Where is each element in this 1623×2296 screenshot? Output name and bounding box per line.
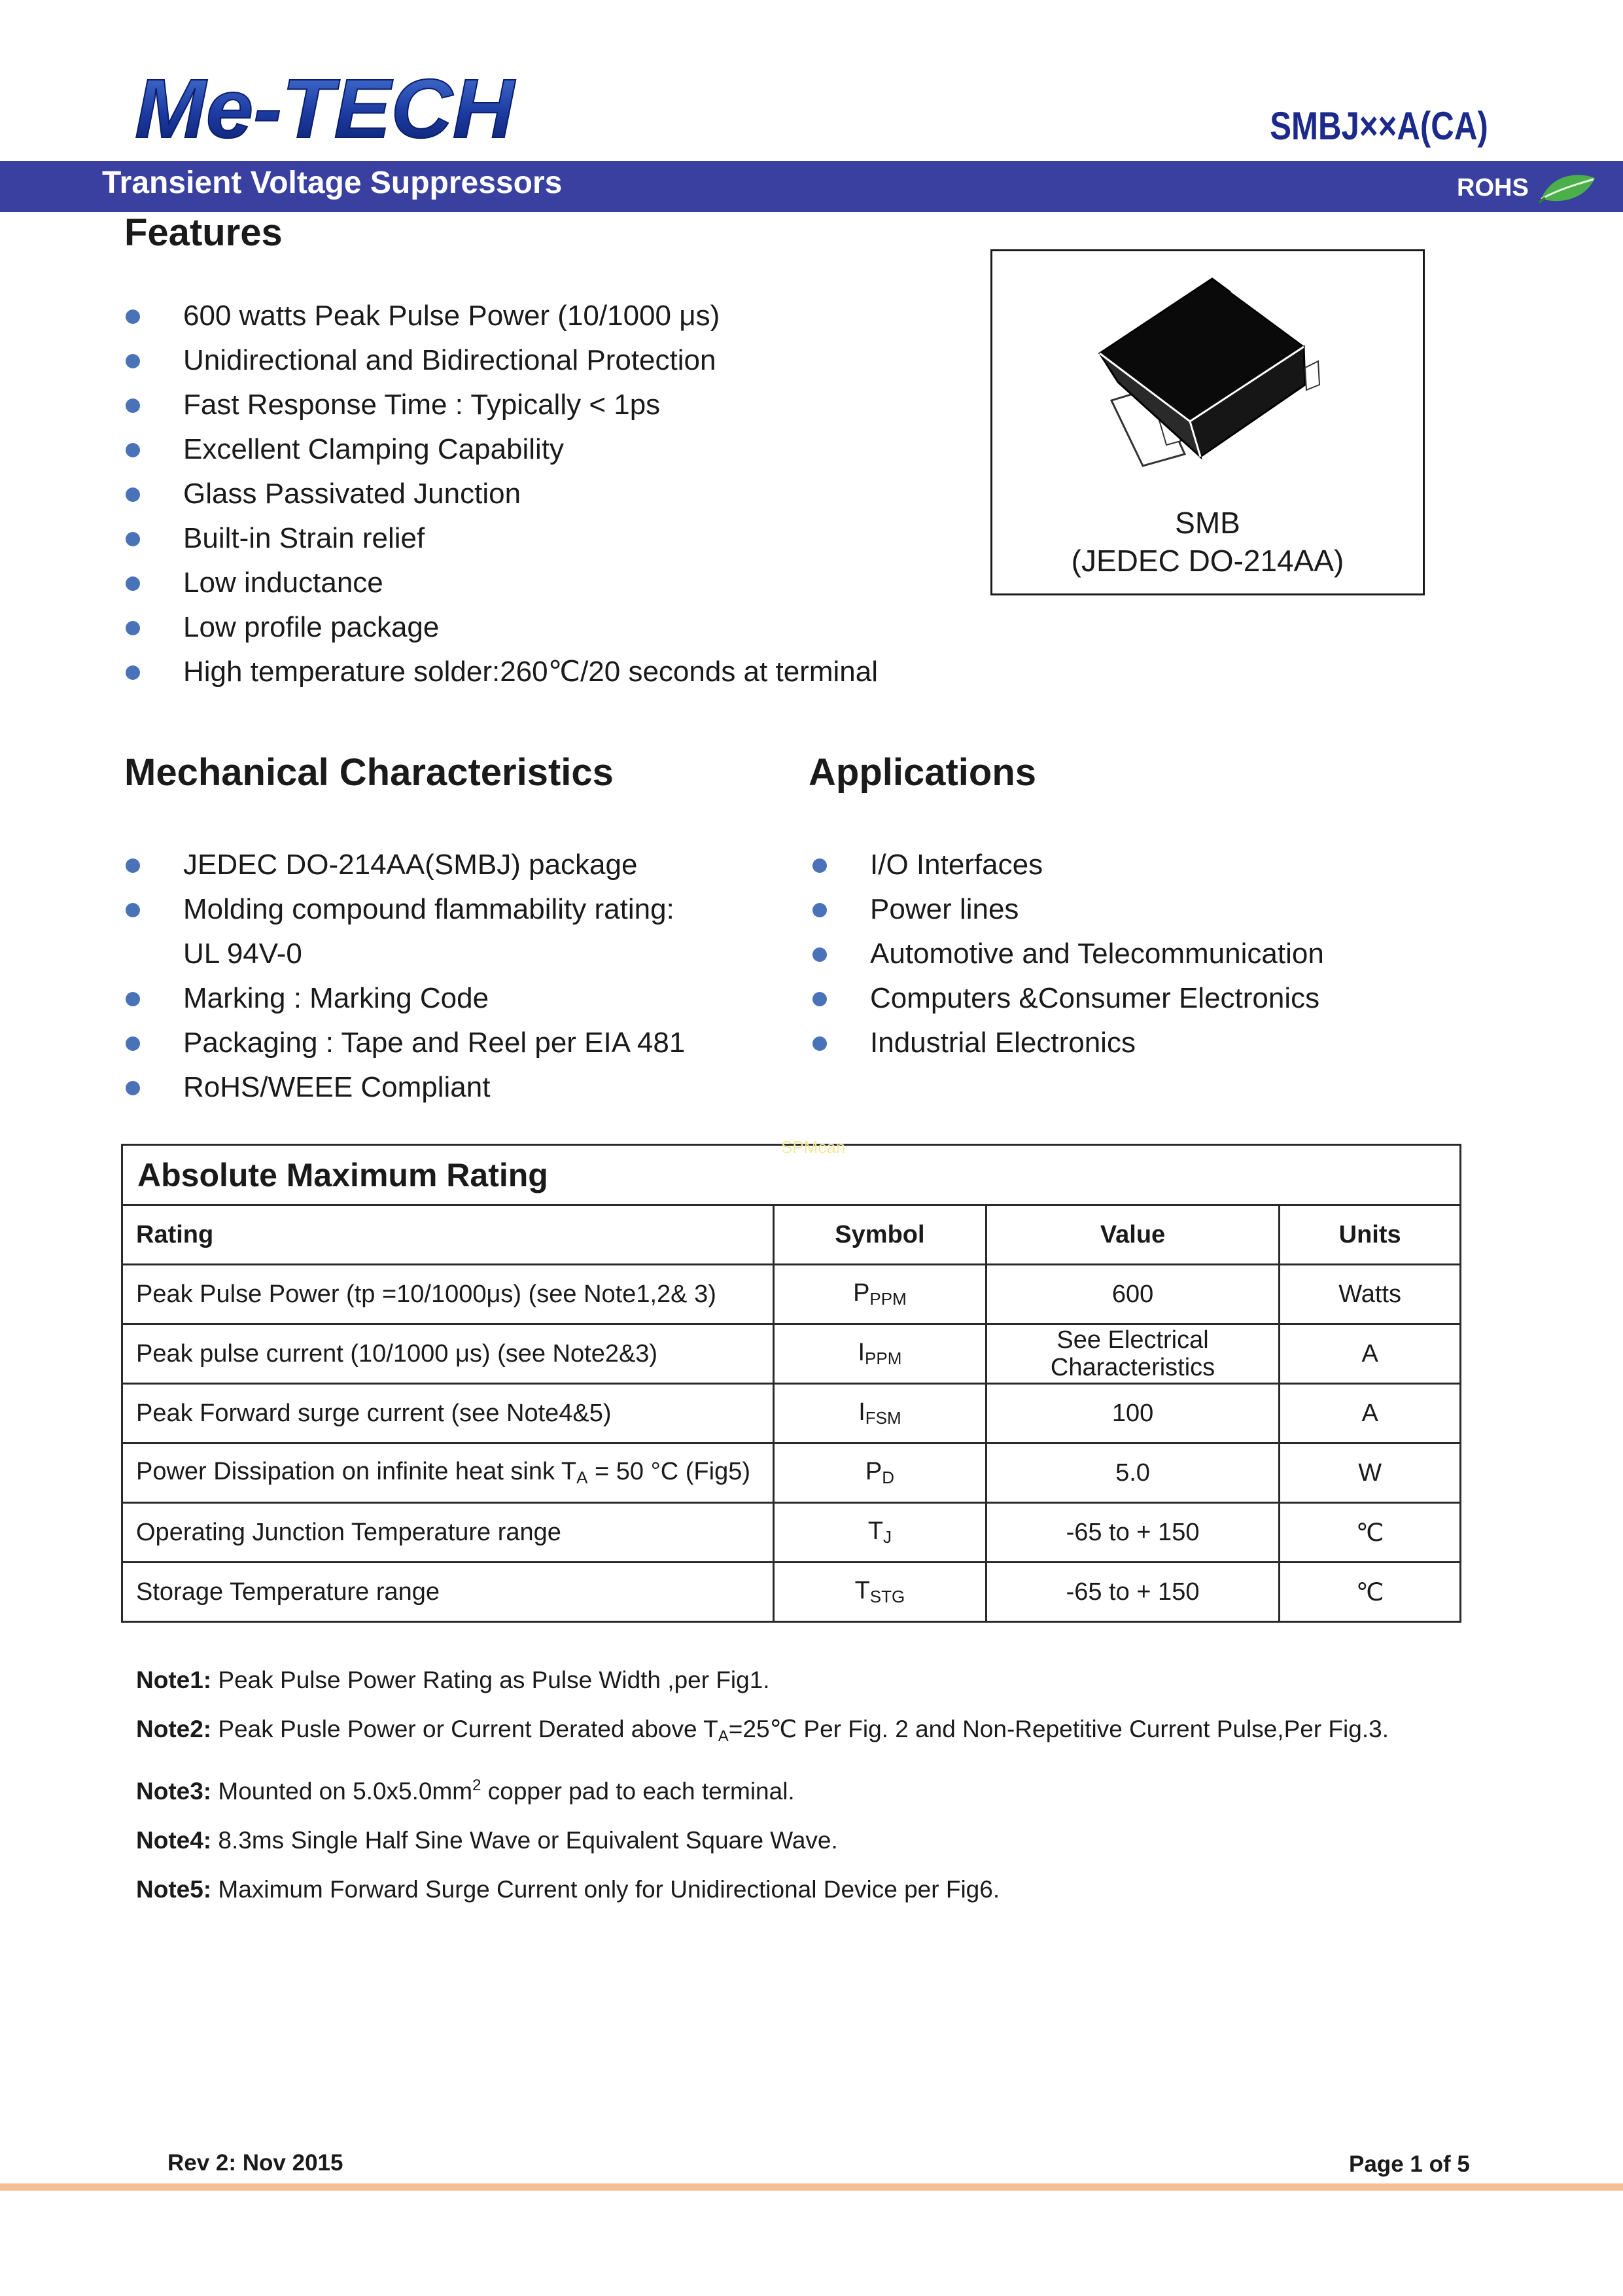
- package-name: SMB: [1175, 506, 1240, 540]
- rating-cell: Peak Pulse Power (tp =10/1000μs) (see Note1,2& 3): [122, 1265, 774, 1324]
- bullet-icon: [126, 1036, 140, 1051]
- list-item: Glass Passivated Junction: [126, 472, 878, 516]
- bullet-icon: [126, 398, 140, 413]
- table-row: [122, 1443, 1461, 1503]
- bullet-icon: [126, 858, 140, 873]
- notes: [136, 1655, 1389, 1914]
- bullet-icon: [126, 576, 140, 591]
- mechanical-list: [126, 843, 685, 1110]
- list-item: Molding compound flammability rating:: [126, 887, 685, 932]
- rating-cell: Peak Forward surge current (see Note4&5): [122, 1384, 774, 1443]
- header-value: Value: [986, 1205, 1280, 1265]
- smb-package-drawing: [1091, 270, 1333, 479]
- note-2: Note2: Peak Pusle Power or Current Derated above $T_A=25℃$ Per Fig. 2 and Non-Repetitive Current Pulse,Per Fig.3.: [136, 1716, 1389, 1745]
- list-item: Marking : Marking Code: [126, 976, 685, 1021]
- bullet-icon: [126, 532, 140, 546]
- value-cell: 100: [986, 1384, 1280, 1443]
- note-5: Note5: Maximum Forward Surge Current only for Unidirectional Device per Fig6.: [136, 1876, 1000, 1903]
- bullet-icon: [126, 992, 140, 1006]
- unit-cell: A: [1280, 1384, 1461, 1443]
- list-item: Built-in Strain relief: [126, 516, 878, 561]
- symbol-cell: $P_{PPM}$: [774, 1265, 986, 1324]
- table-title: Absolute Maximum Rating: [122, 1145, 1461, 1205]
- rating-cell: Peak pulse current (10/1000 μs) (see Note2&3): [122, 1324, 774, 1384]
- value-cell: 600: [986, 1265, 1280, 1324]
- absolute-maximum-rating-table: [121, 1144, 1461, 1623]
- bullet-icon: [812, 858, 827, 873]
- list-item: Low profile package: [126, 605, 878, 650]
- list-item: Computers &Consumer Electronics: [812, 976, 1324, 1021]
- bullet-icon: [126, 354, 140, 368]
- applications-list: [812, 843, 1324, 1065]
- page-number: Page 1 of 5: [1349, 2151, 1470, 2177]
- package-figure-box: [990, 249, 1425, 595]
- value-cell: 5.0: [986, 1443, 1280, 1503]
- rating-cell: Storage Temperature range: [122, 1563, 774, 1622]
- package-caption: [992, 504, 1423, 580]
- value-cell: See Electrical Characteristics: [986, 1324, 1280, 1384]
- features-list: [126, 294, 878, 694]
- list-item: Automotive and Telecommunication: [812, 932, 1324, 976]
- note-1: Note1: Peak Pulse Power Rating as Pulse Width ,per Fig1.: [136, 1667, 770, 1693]
- list-item: High temperature solder:260℃/20 seconds at terminal: [126, 650, 878, 694]
- symbol-cell: $P_D$: [774, 1443, 986, 1503]
- value-cell: -65 to + 150: [986, 1563, 1280, 1622]
- bullet-icon: [126, 621, 140, 635]
- header-symbol: Symbol: [774, 1205, 986, 1265]
- rating-cell: Operating Junction Temperature range: [122, 1503, 774, 1563]
- note-3: Note3: Mounted on $5.0x5.0mm^2$ copper pad to each terminal.: [136, 1776, 795, 1805]
- table-row: [122, 1324, 1461, 1384]
- list-item: JEDEC DO-214AA(SMBJ) package: [126, 843, 685, 887]
- list-item: Fast Response Time : Typically < 1ps: [126, 383, 878, 427]
- bullet-icon: [126, 443, 140, 457]
- symbol-cell: $T_{STG}$: [774, 1563, 986, 1622]
- header-rating: Rating: [122, 1205, 774, 1265]
- bullet-icon: [126, 487, 140, 502]
- bullet-icon: [812, 1036, 827, 1051]
- bullet-icon: [812, 947, 827, 962]
- list-item: 600 watts Peak Pulse Power (10/1000 μs): [126, 294, 878, 338]
- unit-cell: Watts: [1280, 1265, 1461, 1324]
- symbol-cell: $I_{PPM}$: [774, 1324, 986, 1384]
- value-cell: -65 to + 150: [986, 1503, 1280, 1563]
- footer-rule: [0, 2183, 1623, 2191]
- list-item: Packaging : Tape and Reel per EIA 481: [126, 1021, 685, 1065]
- me-tech-logo: [131, 64, 523, 149]
- table-row: [122, 1563, 1461, 1622]
- unit-cell: ℃: [1280, 1563, 1461, 1622]
- note-4: Note4: 8.3ms Single Half Sine Wave or Equivalent Square Wave.: [136, 1827, 838, 1854]
- list-item: Power lines: [812, 887, 1324, 932]
- bullet-icon: [126, 903, 140, 917]
- list-item-continuation: UL 94V-0: [183, 938, 302, 970]
- mechanical-heading: Mechanical Characteristics: [124, 751, 614, 794]
- list-item: I/O Interfaces: [812, 843, 1324, 887]
- rohs-label: ROHS: [1457, 174, 1529, 202]
- symbol-cell: $I_{FSM}$: [774, 1384, 986, 1443]
- table-row: [122, 1265, 1461, 1324]
- list-item: Unidirectional and Bidirectional Protection: [126, 338, 878, 383]
- list-item: Low inductance: [126, 561, 878, 605]
- features-heading: Features: [124, 211, 283, 254]
- bullet-icon: [126, 665, 140, 680]
- list-item: RoHS/WEEE Compliant: [126, 1065, 685, 1110]
- symbol-cell: $T_J$: [774, 1503, 986, 1563]
- table-header-row: [122, 1205, 1461, 1265]
- bullet-icon: [812, 903, 827, 917]
- leaf-icon: [1539, 170, 1597, 207]
- unit-cell: ℃: [1280, 1503, 1461, 1563]
- unit-cell: A: [1280, 1324, 1461, 1384]
- bullet-icon: [812, 992, 827, 1006]
- unit-cell: W: [1280, 1443, 1461, 1503]
- svg-text:Me-TECH: Me-TECH: [135, 64, 516, 149]
- table-row: [122, 1503, 1461, 1563]
- revision-label: Rev 2: Nov 2015: [167, 2150, 343, 2176]
- header-units: Units: [1280, 1205, 1461, 1265]
- watermark: SPMcan: [781, 1137, 846, 1157]
- bullet-icon: [126, 309, 140, 324]
- part-number: SMBJ××A(CA): [1270, 104, 1488, 148]
- list-item: Excellent Clamping Capability: [126, 427, 878, 472]
- list-item: Industrial Electronics: [812, 1021, 1324, 1065]
- package-standard: (JEDEC DO-214AA): [1071, 544, 1344, 578]
- table-row: [122, 1384, 1461, 1443]
- bullet-icon: [126, 1081, 140, 1095]
- rating-cell: Power Dissipation on infinite heat sink $T_A = 50$ °C (Fig5): [122, 1443, 774, 1503]
- band-title: Transient Voltage Suppressors: [102, 166, 563, 200]
- applications-heading: Applications: [809, 751, 1037, 794]
